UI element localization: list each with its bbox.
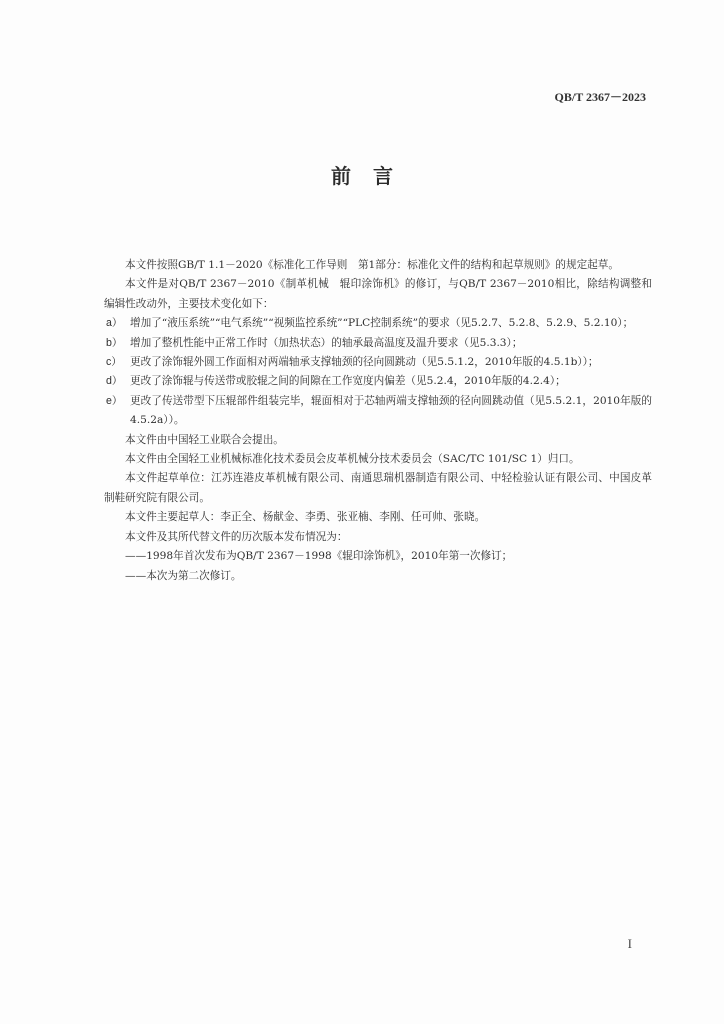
change-item-text: 增加了“液压系统”“电气系统”“视频监控系统”“PLC控制系统”的要求（见5.2.7、5.2.8、5.2.9、5.2.10）；	[130, 317, 634, 330]
proposed-by-statement: 本文件由中国轻工业联合会提出。	[125, 433, 284, 446]
change-item-text: 更改了传送带型下压辊部件组装完毕，辊面相对于芯轴两端支撑轴颈的径向圆跳动值（见5.5.2.1，2010年版的4.5.2a））。	[130, 394, 652, 427]
change-item	[104, 353, 652, 372]
change-item	[104, 392, 652, 431]
page-title: 前言	[331, 164, 415, 188]
change-item-marker: a）	[106, 317, 123, 330]
paragraph-drafting-rule: 本文件按照GB/T 1.1－2020《标准化工作导则 第1部分：标准化文件的结构和起草规则》的规定起草。	[125, 259, 619, 271]
paragraph-revision-summary: 本文件是对QB/T 2367－2010《制革机械 辊印涂饰机》的修订，与QB/T 2367－2010相比，除结构调整和编辑性改动外，主要技术变化如下：	[104, 278, 652, 310]
change-item-text: 增加了整机性能中正常工作时（加热状态）的轴承最高温度及温升要求（见5.3.3）；	[130, 336, 523, 349]
document-body	[104, 256, 652, 586]
change-item-text: 更改了涂饰辊与传送带或胶辊之间的间隙在工作宽度内偏差（见5.2.4，2010年版的4.2.4）；	[130, 375, 566, 388]
centralized-by-statement: 本文件由全国轻工业机械标准化技术委员会皮革机械分技术委员会（SAC/TC 101/SC 1）归口。	[125, 453, 580, 466]
drafters-statement: 本文件主要起草人：李正全、杨献金、李勇、张亚楠、李刚、任可帅、张晓。	[125, 511, 486, 524]
drafting-units-statement: 本文件起草单位：江苏连港皮革机械有限公司、南通思瑞机器制造有限公司、中轻检验认证有限公司、中国皮革制鞋研究院有限公司。	[104, 472, 652, 504]
change-item	[104, 314, 652, 333]
history-item: ——本次为第二次修订。	[125, 569, 242, 582]
history-intro: 本文件及其所代替文件的历次版本发布情况为：	[125, 530, 348, 543]
change-item	[104, 334, 652, 353]
change-item-marker: e）	[106, 394, 123, 407]
change-item-marker: b）	[106, 336, 123, 349]
change-item	[104, 372, 652, 391]
page-number: I	[627, 936, 632, 951]
change-item-marker: c）	[106, 356, 122, 369]
change-item-text: 更改了涂饰辊外圆工作面相对两端轴承支撑轴颈的径向圆跳动（见5.5.1.2，2010年版的4.5.1b））；	[130, 356, 599, 369]
history-item: ——1998年首次发布为QB/T 2367－1998《辊印涂饰机》，2010年第一次修订；	[125, 550, 513, 563]
change-item-marker: d）	[106, 375, 123, 388]
standard-code: QB/T 2367－2023	[554, 90, 646, 104]
